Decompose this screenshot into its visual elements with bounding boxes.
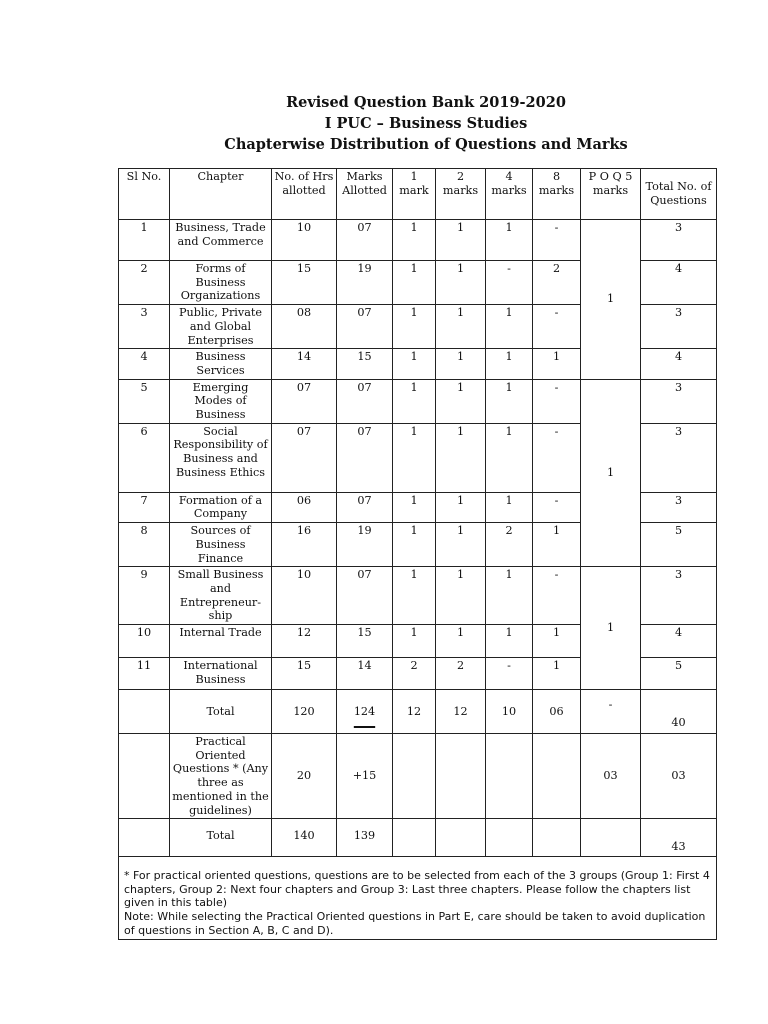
cell-total: 4 [641,261,717,305]
cell-hrs: 06 [272,492,337,522]
cell-empty [119,734,170,819]
cell-chapter: Forms of Business Organizations [170,261,272,305]
cell-1-mark: 1 [393,261,436,305]
subtotal-total: 40 [641,690,717,734]
cell-2-marks: 1 [436,220,486,261]
cell-2-marks: 1 [436,567,486,625]
cell-empty [533,819,581,857]
grand-total-hrs: 140 [272,819,337,857]
subtotal-4-marks: 10 [486,690,533,734]
cell-hrs: 07 [272,423,337,492]
cell-marks: 07 [337,492,393,522]
grand-total-label: Total [170,819,272,857]
cell-empty [581,819,641,857]
cell-chapter: Internal Trade [170,625,272,658]
col-hrs: No. of Hrs allotted [272,169,337,220]
practical-hrs: 20 [272,734,337,819]
cell-poq-group-3: 1 [581,567,641,690]
practical-note: * For practical oriented questions, questions are to be selected from each of the 3 groups (Group 1: First 4 chapters, Group 2: Next four chapters and Group 3: Last three chapters. Please follow the chapters list given in this table) [124,869,710,910]
cell-4-marks: 1 [486,492,533,522]
cell-empty [533,734,581,819]
cell-hrs: 08 [272,305,337,349]
cell-sl: 11 [119,658,170,690]
title-line-2: I PUC – Business Studies [324,115,528,132]
cell-1-mark: 1 [393,379,436,423]
cell-total: 3 [641,220,717,261]
cell-chapter: Public, Private and Global Enterprises [170,305,272,349]
cell-4-marks: - [486,261,533,305]
cell-marks: 14 [337,658,393,690]
col-marks: Marks Allotted [337,169,393,220]
subtotal-2-marks: 12 [436,690,486,734]
title-line-1: Revised Question Bank 2019-2020 [286,94,566,111]
practical-marks: +15 [337,734,393,819]
cell-8-marks: - [533,379,581,423]
subtotal-hrs: 120 [272,690,337,734]
cell-hrs: 15 [272,261,337,305]
cell-chapter: Small Business and Entrepreneur-ship [170,567,272,625]
cell-1-mark: 1 [393,492,436,522]
cell-1-mark: 1 [393,423,436,492]
cell-sl: 3 [119,305,170,349]
cell-empty [486,819,533,857]
cell-chapter: Formation of a Company [170,492,272,522]
cell-chapter: Emerging Modes of Business [170,379,272,423]
col-8-marks: 8 marks [533,169,581,220]
cell-4-marks: 1 [486,625,533,658]
cell-hrs: 07 [272,379,337,423]
cell-8-marks: - [533,567,581,625]
cell-sl: 8 [119,523,170,567]
cell-8-marks: 1 [533,349,581,379]
cell-sl: 2 [119,261,170,305]
cell-1-mark: 1 [393,220,436,261]
cell-total: 4 [641,349,717,379]
cell-1-mark: 2 [393,658,436,690]
notes-cell [119,857,717,940]
cell-4-marks: 1 [486,567,533,625]
cell-1-mark: 1 [393,625,436,658]
cell-8-marks: 1 [533,625,581,658]
cell-8-marks: - [533,220,581,261]
cell-8-marks: - [533,423,581,492]
cell-sl: 10 [119,625,170,658]
cell-2-marks: 1 [436,305,486,349]
cell-empty [119,690,170,734]
cell-hrs: 12 [272,625,337,658]
cell-marks: 07 [337,220,393,261]
subtotal-row [119,690,717,734]
title-line-3: Chapterwise Distribution of Questions and Marks [224,136,628,153]
col-2-marks: 2 marks [436,169,486,220]
cell-1-mark: 1 [393,567,436,625]
practical-label: Practical Oriented Questions * (Any three as mentioned in the guidelines) [170,734,272,819]
grand-total-marks: 139 [337,819,393,857]
cell-total: 4 [641,625,717,658]
subtotal-8-marks: 06 [533,690,581,734]
cell-total: 5 [641,523,717,567]
cell-total: 3 [641,379,717,423]
cell-4-marks: - [486,658,533,690]
cell-8-marks: - [533,305,581,349]
cell-marks: 15 [337,349,393,379]
cell-8-marks: 1 [533,658,581,690]
practical-poq: 03 [581,734,641,819]
cell-chapter: Sources of Business Finance [170,523,272,567]
cell-4-marks: 1 [486,220,533,261]
subtotal-label: Total [170,690,272,734]
notes-row [119,857,717,940]
cell-2-marks: 1 [436,523,486,567]
cell-2-marks: 1 [436,423,486,492]
cell-empty [436,734,486,819]
cell-8-marks: 2 [533,261,581,305]
header-row [119,169,717,220]
cell-hrs: 15 [272,658,337,690]
cell-marks: 07 [337,379,393,423]
cell-empty [486,734,533,819]
subtotal-marks-cell [337,690,393,734]
cell-marks: 07 [337,305,393,349]
cell-empty [393,734,436,819]
col-sl-no: Sl No. [119,169,170,220]
cell-chapter: International Business [170,658,272,690]
cell-1-mark: 1 [393,523,436,567]
cell-marks: 07 [337,567,393,625]
cell-4-marks: 1 [486,379,533,423]
cell-4-marks: 1 [486,305,533,349]
col-poq: P O Q 5 marks [581,169,641,220]
cell-sl: 4 [119,349,170,379]
cell-1-mark: 1 [393,349,436,379]
cell-empty [119,819,170,857]
cell-8-marks: - [533,492,581,522]
cell-4-marks: 2 [486,523,533,567]
grand-total-total: 43 [641,819,717,857]
table-row [119,567,717,625]
cell-chapter: Social Responsibility of Business and Business Ethics [170,423,272,492]
cell-total: 3 [641,567,717,625]
cell-2-marks: 1 [436,492,486,522]
col-chapter: Chapter [170,169,272,220]
cell-marks: 07 [337,423,393,492]
cell-2-marks: 1 [436,261,486,305]
cell-marks: 15 [337,625,393,658]
cell-total: 5 [641,658,717,690]
distribution-table [118,168,717,940]
col-1-mark: 1 mark [393,169,436,220]
cell-total: 3 [641,423,717,492]
col-4-marks: 4 marks [486,169,533,220]
cell-empty [436,819,486,857]
subtotal-poq: - [581,690,641,734]
cell-poq-group-2: 1 [581,379,641,567]
cell-hrs: 14 [272,349,337,379]
subtotal-marks: 124 [353,704,376,718]
practical-total: 03 [641,734,717,819]
cell-hrs: 16 [272,523,337,567]
cell-marks: 19 [337,523,393,567]
cell-2-marks: 1 [436,349,486,379]
cell-2-marks: 2 [436,658,486,690]
table-row [119,379,717,423]
cell-sl: 9 [119,567,170,625]
cell-hrs: 10 [272,567,337,625]
table-row [119,220,717,261]
col-total-questions: Total No. of Questions [641,169,717,220]
cell-2-marks: 1 [436,379,486,423]
cell-total: 3 [641,492,717,522]
practical-row [119,734,717,819]
grand-total-row [119,819,717,857]
cell-8-marks: 1 [533,523,581,567]
cell-sl: 5 [119,379,170,423]
cell-2-marks: 1 [436,625,486,658]
duplication-note: Note: While selecting the Practical Oriented questions in Part E, care should be taken to avoid duplication of questions in Section A, B, C and D). [124,910,706,937]
cell-marks: 19 [337,261,393,305]
cell-sl: 1 [119,220,170,261]
title-block [0,92,768,155]
cell-poq-group-1: 1 [581,220,641,380]
cell-sl: 6 [119,423,170,492]
cell-4-marks: 1 [486,423,533,492]
cell-chapter: Business, Trade and Commerce [170,220,272,261]
cell-hrs: 10 [272,220,337,261]
cell-chapter: Business Services [170,349,272,379]
cell-empty [393,819,436,857]
cell-1-mark: 1 [393,305,436,349]
cell-sl: 7 [119,492,170,522]
subtotal-1-mark: 12 [393,690,436,734]
cell-total: 3 [641,305,717,349]
cell-4-marks: 1 [486,349,533,379]
